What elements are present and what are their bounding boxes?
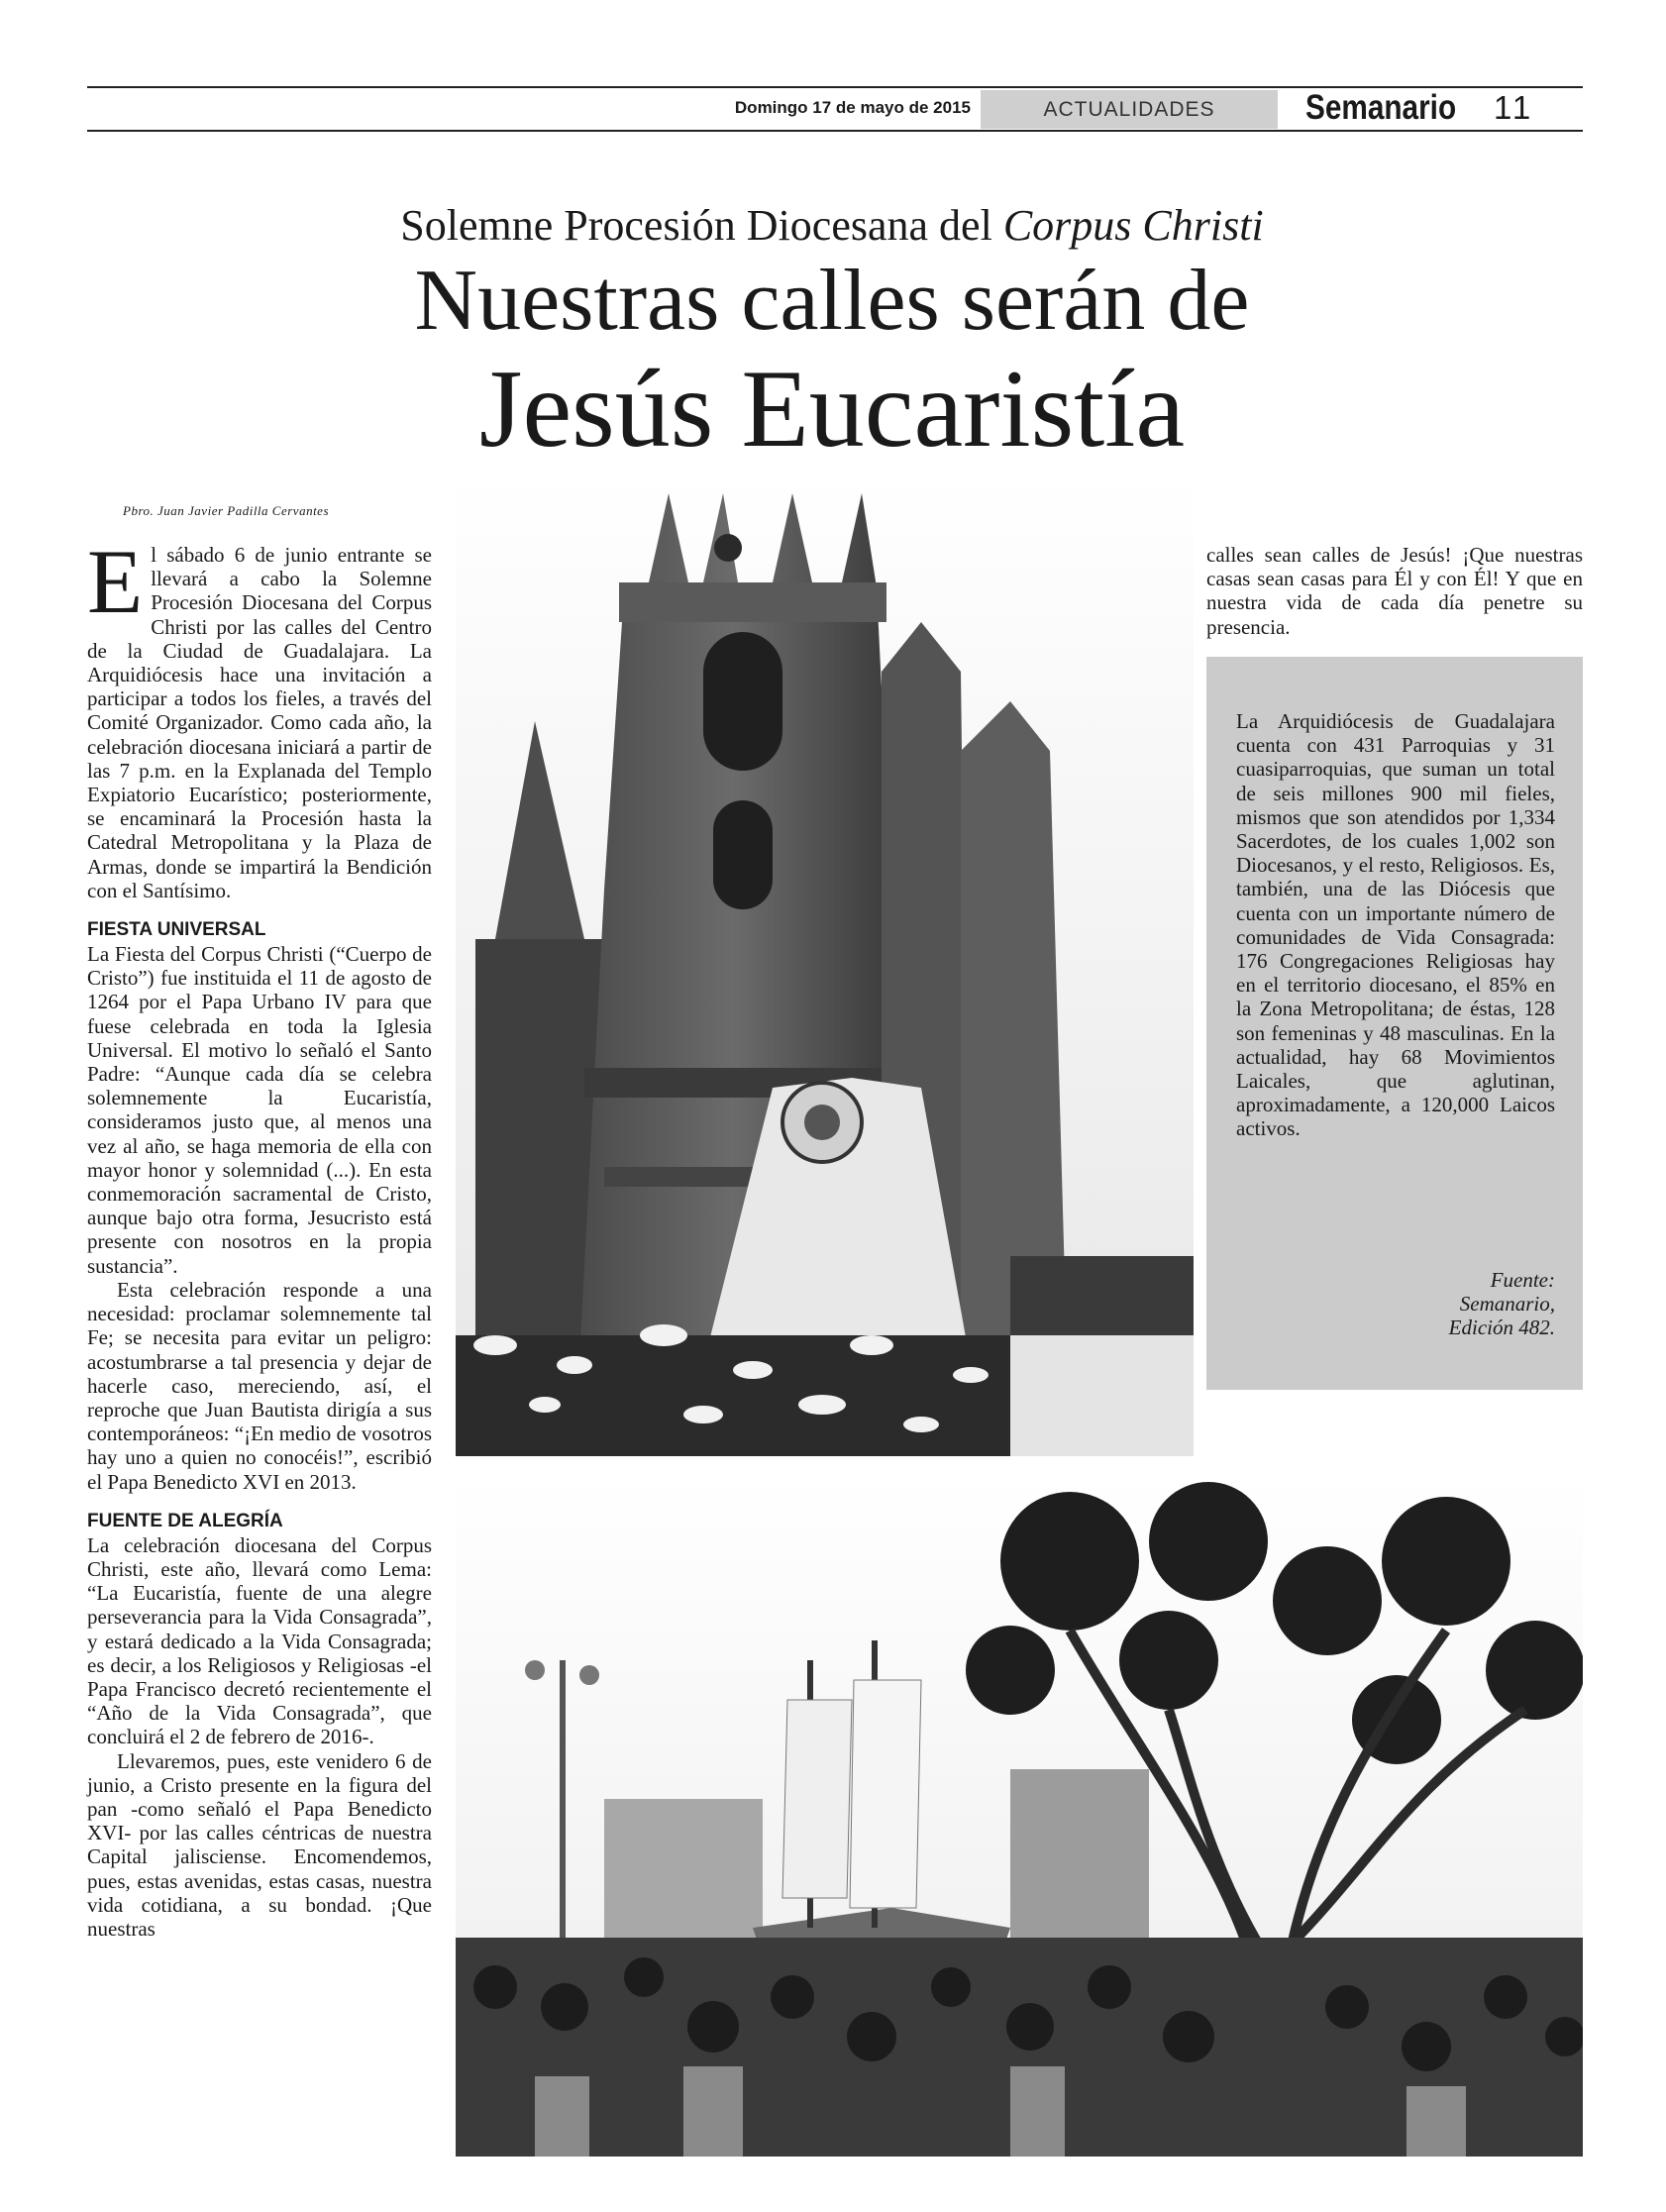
paragraph-llevaremos: Llevaremos, pues, este venidero 6 de junio, a Cristo presente en la figura del pan -como señaló el Papa Benedicto XVI- por las calles céntricas de nuestra Capital jalisciense. Encomendemos, pues, estas avenidas, estas casas, nuestra vida cotidiana, a su bondad. ¡Que nuestras bbox=[87, 1748, 432, 1941]
source-line-1: Fuente: bbox=[1490, 1268, 1555, 1292]
drop-cap: E bbox=[87, 531, 144, 632]
photo-procession-crowd bbox=[456, 1472, 1583, 2157]
subhead-fiesta-universal: FIESTA UNIVERSAL bbox=[87, 919, 266, 941]
article-body-column bbox=[87, 531, 432, 1941]
sidebar-text: La Arquidiócesis de Guadalajara cuenta con 431 Parroquias y 31 cuasiparroquias, que suman un total de seis millones 900 mil fieles, mismos que son atendidos por 1,334 Sacerdotes, de los cuales 1,002 son Diocesanos, y el resto, Religiosos. Es, también, una de las Diócesis que cuenta con un importante número de comunidades de Vida Consagrada: 176 Congregaciones Religiosas hay en el territorio diocesano, el 85% en la Zona Metropolitana; de éstas, 128 son femeninas y 48 masculinas. En la actualidad, hay 68 Movimientos Laicales, que aglutinan, aproximadamente, a 120,000 Laicos activos. bbox=[1236, 709, 1555, 1141]
page-number: 11 bbox=[1494, 89, 1534, 126]
headline-line-1: Nuestras calles serán de bbox=[414, 253, 1250, 349]
paragraph-intro bbox=[87, 531, 432, 902]
paragraph-fiesta: La Fiesta del Corpus Christi (“Cuerpo de Cristo”) fue instituida el 11 de agosto de 1264 por el Papa Urbano IV para que fuese celebrada en toda la Iglesia Universal. El motivo lo señaló el Santo Padre: “Aunque cada día se celebra solemnemente la Eucaristía, consideramos justo que, al menos una vez al año, se haga memoria de ella con mayor honor y solemnidad (...). En esta conmemoración sacramental de Cristo, aunque bajo otra forma, Jesucristo está presente con nosotros en la propia sustancia”. bbox=[87, 942, 432, 1278]
headline-line-2: Jesús Eucaristía bbox=[478, 348, 1186, 471]
subhead-fuente-de-alegria: FUENTE DE ALEGRÍA bbox=[87, 1510, 283, 1531]
byline: Pbro. Juan Javier Padilla Cervantes bbox=[123, 503, 330, 518]
paragraph-continuation: calles sean calles de Jesús! ¡Que nuestras casas sean casas para Él y con Él! Y que en nuestra vida de cada día penetre su presencia. bbox=[1206, 543, 1583, 639]
paragraph-celebration: Esta celebración responde a una necesidad: proclamar solemnemente tal Fe; se necesita para evitar un peligro: acostumbrarse a tal presencia y dejar de hacerle caso, mereciendo, así, el reproche que Juan Bautista dirigía a sus contemporáneos: “¡En medio de vosotros hay uno a quien no conocéis!”, escribió el Papa Benedicto XVI en 2013. bbox=[87, 1277, 432, 1494]
article-kicker bbox=[198, 198, 1466, 254]
sidebar-source bbox=[1357, 1268, 1555, 1340]
issue-date: Domingo 17 de mayo de 2015 bbox=[734, 98, 971, 117]
publication-logo: Semanario bbox=[1305, 88, 1457, 127]
source-line-3: Edición 482. bbox=[1448, 1316, 1555, 1340]
masthead-bottom-rule bbox=[87, 130, 1583, 132]
kicker-text: Solemne Procesión Diocesana del bbox=[400, 201, 1003, 250]
kicker-italic: Corpus Christi bbox=[1002, 201, 1264, 250]
article-continuation bbox=[1206, 543, 1583, 639]
paragraph-intro-text: l sábado 6 de junio entrante se llevará a cabo la Solemne Procesión Diocesana del Corpus Christi por las calles del Centro de la Ciudad de Guadalajara. La Arquidiócesis hace una invitación a participar a todos los fieles, a través del Comité Organizador. Como cada año, la celebración diocesana iniciará a partir de las 7 p.m. en la Explanada del Templo Expiatorio Eucarístico; posteriormente, se encaminará la Procesión hasta la Catedral Metropolitana y la Plaza de Armas, donde se impartirá la Bendición con el Santísimo. bbox=[87, 543, 432, 902]
source-line-2: Semanario, bbox=[1459, 1292, 1555, 1317]
paragraph-lema: La celebración diocesana del Corpus Christi, este año, llevará como Lema: “La Eucaristía, fuente de una alegre perseverancia para la Vida Consagrada”, y estará dedicado a la Vida Consagrada; es decir, a los Religiosos y Religiosas -el Papa Francisco decretó recientemente el “Año de la Vida Consagrada”, que concluirá el 2 de febrero de 2016-. bbox=[87, 1532, 432, 1749]
section-label: ACTUALIDADES bbox=[981, 90, 1278, 129]
photo-church-tower bbox=[456, 474, 1194, 1456]
